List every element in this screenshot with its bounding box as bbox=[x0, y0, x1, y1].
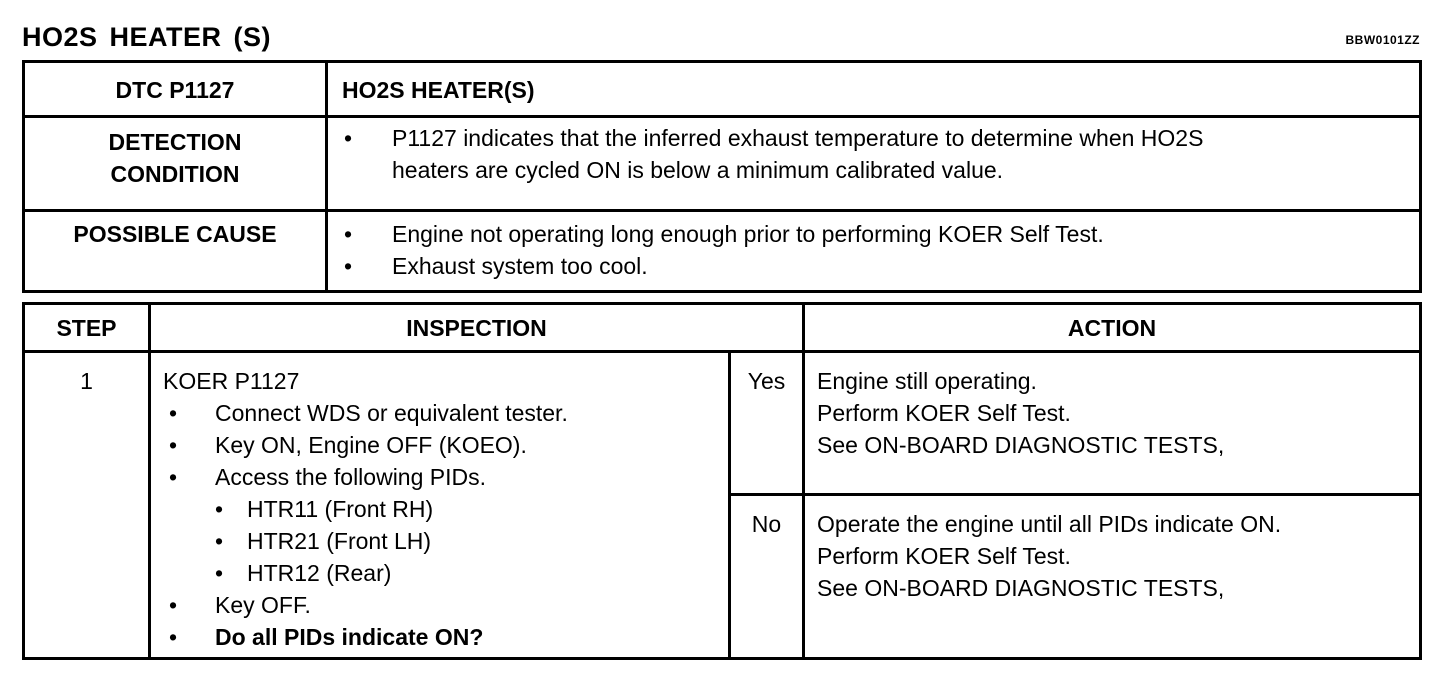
list-item bbox=[328, 122, 1419, 186]
inspection-item: Key OFF. bbox=[215, 592, 311, 618]
dtc-value: HO2S HEATER(S) bbox=[327, 62, 1421, 117]
no-label: No bbox=[730, 495, 804, 659]
pid-item: HTR12 (Rear) bbox=[247, 560, 392, 586]
inspection-cell bbox=[150, 352, 730, 659]
dtc-table bbox=[22, 60, 1422, 293]
inspection-list-after bbox=[163, 589, 728, 653]
inspection-item: Key ON, Engine OFF (KOEO). bbox=[215, 432, 527, 458]
yes-label: Yes bbox=[730, 352, 804, 495]
step-row-yes bbox=[24, 352, 1421, 495]
bullet-icon: • bbox=[215, 496, 224, 522]
inspection-question: Do all PIDs indicate ON? bbox=[215, 624, 484, 650]
inspection-header: INSPECTION bbox=[150, 304, 804, 352]
list-item bbox=[328, 218, 1419, 250]
bullet-icon: • bbox=[169, 624, 178, 650]
pid-list bbox=[163, 493, 728, 589]
inspection-list bbox=[163, 397, 728, 493]
pid-item: HTR11 (Front RH) bbox=[247, 496, 434, 522]
bullet-icon: • bbox=[344, 221, 353, 247]
action-line: Perform KOER Self Test. bbox=[817, 543, 1071, 569]
cause-text: Exhaust system too cool. bbox=[392, 253, 648, 279]
action-line: Perform KOER Self Test. bbox=[817, 400, 1071, 426]
list-item bbox=[163, 397, 728, 429]
list-item bbox=[328, 250, 1419, 282]
bullet-icon: • bbox=[169, 400, 178, 426]
bullet-icon: • bbox=[169, 464, 178, 490]
dtc-label: DTC P1127 bbox=[24, 62, 327, 117]
step-table-header bbox=[24, 304, 1421, 352]
possible-cause-list-cell bbox=[327, 211, 1421, 292]
pid-item: HTR21 (Front LH) bbox=[247, 528, 432, 554]
yes-action bbox=[804, 352, 1421, 495]
bullet-icon: • bbox=[344, 125, 353, 151]
possible-cause-list bbox=[328, 218, 1419, 282]
bullet-icon: • bbox=[344, 253, 353, 279]
document-code: BBW0101ZZ bbox=[1345, 33, 1420, 47]
list-item bbox=[163, 621, 728, 653]
bullet-icon: • bbox=[215, 528, 224, 554]
list-item bbox=[163, 589, 728, 621]
detection-label-line-2: CONDITION bbox=[110, 161, 240, 187]
cause-text: Engine not operating long enough prior to performing KOER Self Test. bbox=[392, 221, 1104, 247]
bullet-icon: • bbox=[215, 560, 224, 586]
detection-row bbox=[24, 117, 1421, 211]
bullet-icon: • bbox=[169, 592, 178, 618]
detection-label-line-1: DETECTION bbox=[108, 129, 242, 155]
list-item bbox=[163, 557, 728, 589]
possible-cause-row bbox=[24, 211, 1421, 292]
detection-text-line-2: heaters are cycled ON is below a minimum calibrated value. bbox=[392, 157, 1004, 183]
inspection-item: Connect WDS or equivalent tester. bbox=[215, 400, 568, 426]
no-action bbox=[804, 495, 1421, 659]
detection-condition bbox=[327, 117, 1421, 211]
list-item bbox=[163, 493, 728, 525]
action-line: See ON-BOARD DIAGNOSTIC TESTS, bbox=[817, 575, 1225, 601]
detection-list bbox=[328, 122, 1419, 186]
step-table bbox=[22, 302, 1422, 660]
dtc-row bbox=[24, 62, 1421, 117]
step-number: 1 bbox=[24, 352, 150, 659]
action-line: Engine still operating. bbox=[817, 368, 1037, 394]
bullet-icon: • bbox=[169, 432, 178, 458]
list-item bbox=[163, 461, 728, 493]
possible-cause-label: POSSIBLE CAUSE bbox=[24, 211, 327, 292]
detection-label bbox=[24, 117, 327, 211]
page-title: HO2S HEATER (S) bbox=[22, 22, 272, 52]
action-header: ACTION bbox=[804, 304, 1421, 352]
detection-text-line-1: P1127 indicates that the inferred exhaust temperature to determine when HO2S bbox=[392, 125, 1204, 151]
step-header: STEP bbox=[24, 304, 150, 352]
action-line: Operate the engine until all PIDs indicate ON. bbox=[817, 511, 1282, 537]
list-item bbox=[163, 429, 728, 461]
inspection-title: KOER P1127 bbox=[163, 368, 300, 394]
inspection-item: Access the following PIDs. bbox=[215, 464, 487, 490]
action-line: See ON-BOARD DIAGNOSTIC TESTS, bbox=[817, 432, 1225, 458]
list-item bbox=[163, 525, 728, 557]
